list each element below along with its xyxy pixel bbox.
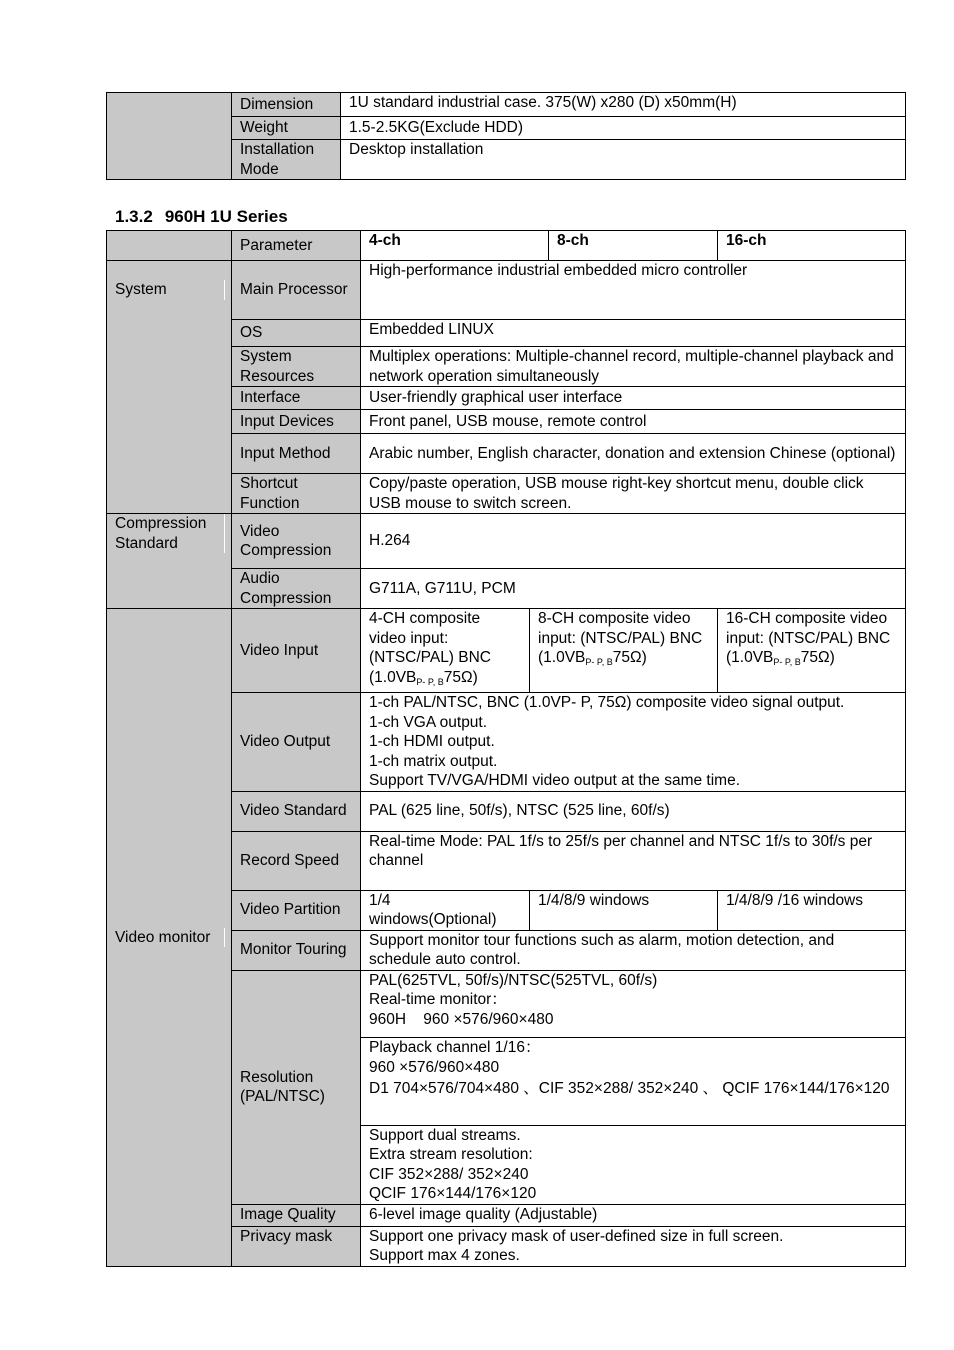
param-record-speed: Record Speed <box>232 831 361 890</box>
header-8ch: 8-ch <box>549 231 718 261</box>
header-16ch: 16-ch <box>718 231 906 261</box>
value-monitor-touring: Support monitor tour functions such as alarm, motion detection, and schedule auto control. <box>361 930 906 970</box>
param-audio-compression: Audio Compression <box>232 569 361 609</box>
value-video-standard: PAL (625 line, 50f/s), NTSC (525 line, 60f/s) <box>361 791 906 831</box>
param-system-resources: System Resources <box>232 347 361 387</box>
spec-table-960h <box>106 230 906 1267</box>
param-input-devices: Input Devices <box>232 410 361 434</box>
param-weight: Weight <box>232 117 341 140</box>
value-privacy-mask: Support one privacy mask of user-defined size in full screen. Support max 4 zones. <box>361 1226 906 1266</box>
section-heading <box>115 207 300 227</box>
value-interface: User-friendly graphical user interface <box>361 387 906 410</box>
value-resolution-realtime: PAL(625TVL, 50f/s)/NTSC(525TVL, 60f/s) Real-time monitor： 960H 960 ×576/960×480 <box>361 970 906 1037</box>
value-system-resources: Multiplex operations: Multiple-channel record, multiple-channel playback and network operation simultaneously <box>361 347 906 387</box>
value-input-devices: Front panel, USB mouse, remote control <box>361 410 906 434</box>
value-weight: 1.5-2.5KG(Exclude HDD) <box>341 117 906 140</box>
value-video-input-16ch: 16-CH composite video input: (NTSC/PAL) BNC $(1.0VB_{P- P, B}75\Omega)$ <box>718 609 906 693</box>
section-title: 960H 1U Series <box>164 207 288 226</box>
param-video-output: Video Output <box>232 693 361 792</box>
param-video-input: Video Input <box>232 609 361 693</box>
param-video-partition: Video Partition <box>232 890 361 930</box>
spec-table-top <box>106 92 906 180</box>
param-video-compression: Video Compression <box>232 514 361 569</box>
section-number: 1.3.2 <box>115 207 153 226</box>
value-audio-compression: G711A, G711U, PCM <box>361 569 906 609</box>
param-video-standard: Video Standard <box>232 791 361 831</box>
value-video-compression: H.264 <box>361 514 906 569</box>
header-blank <box>107 231 232 261</box>
value-resolution-dual-streams: Support dual streams. Extra stream resolution: CIF 352×288/ 352×240 QCIF 176×144/176×120 <box>361 1125 906 1204</box>
value-video-partition-8ch: 1/4/8/9 windows <box>530 890 718 930</box>
param-shortcut-function: Shortcut Function <box>232 474 361 514</box>
value-video-output: 1-ch PAL/NTSC, BNC (1.0VP- P, 75Ω) composite video signal output. 1-ch VGA output. 1-ch HDMI output. 1-ch matrix output. Support TV/VGA/HDMI video output at the same time. <box>361 693 906 792</box>
param-installation-mode: Installation Mode <box>232 140 341 180</box>
value-video-input-8ch: 8-CH composite video input: (NTSC/PAL) BNC $(1.0VB_{P- P, B}75\Omega)$ <box>530 609 718 693</box>
value-image-quality: 6-level image quality (Adjustable) <box>361 1204 906 1226</box>
value-video-partition-4ch: 1/4 windows(Optional) <box>361 890 530 930</box>
value-resolution-playback: Playback channel 1/16： 960 ×576/960×480 D1 704×576/704×480 、CIF 352×288/ 352×240 、 QCIF 176×144/176×120 <box>361 1037 906 1125</box>
param-os: OS <box>232 320 361 347</box>
param-main-processor: Main Processor <box>232 261 361 320</box>
value-video-partition-16ch: 1/4/8/9 /16 windows <box>718 890 906 930</box>
param-input-method: Input Method <box>232 434 361 474</box>
param-dimension: Dimension <box>232 93 341 117</box>
value-dimension: 1U standard industrial case. 375(W) x280 (D) x50mm(H) <box>341 93 906 117</box>
value-record-speed: Real-time Mode: PAL 1f/s to 25f/s per channel and NTSC 1f/s to 30f/s per channel <box>361 831 906 890</box>
param-interface: Interface <box>232 387 361 410</box>
value-input-method: Arabic number, English character, donation and extension Chinese (optional) <box>361 434 906 474</box>
value-shortcut-function: Copy/paste operation, USB mouse right-key shortcut menu, double click USB mouse to switch screen. <box>361 474 906 514</box>
category-video-monitor: Video monitor <box>107 609 232 1267</box>
header-parameter: Parameter <box>232 231 361 261</box>
blank-category-cell <box>107 93 232 180</box>
category-compression: Compression Standard <box>107 514 232 609</box>
value-main-processor: High-performance industrial embedded micro controller <box>361 261 906 320</box>
value-os: Embedded LINUX <box>361 320 906 347</box>
value-installation-mode: Desktop installation <box>341 140 906 180</box>
header-4ch: 4-ch <box>361 231 549 261</box>
param-monitor-touring: Monitor Touring <box>232 930 361 970</box>
category-system: System <box>107 261 232 514</box>
param-resolution: Resolution (PAL/NTSC) <box>232 970 361 1204</box>
param-image-quality: Image Quality <box>232 1204 361 1226</box>
value-video-input-4ch: 4-CH composite video input: (NTSC/PAL) BNC $(1.0VB_{P- P, B}75\Omega)$ <box>361 609 530 693</box>
param-privacy-mask: Privacy mask <box>232 1226 361 1266</box>
